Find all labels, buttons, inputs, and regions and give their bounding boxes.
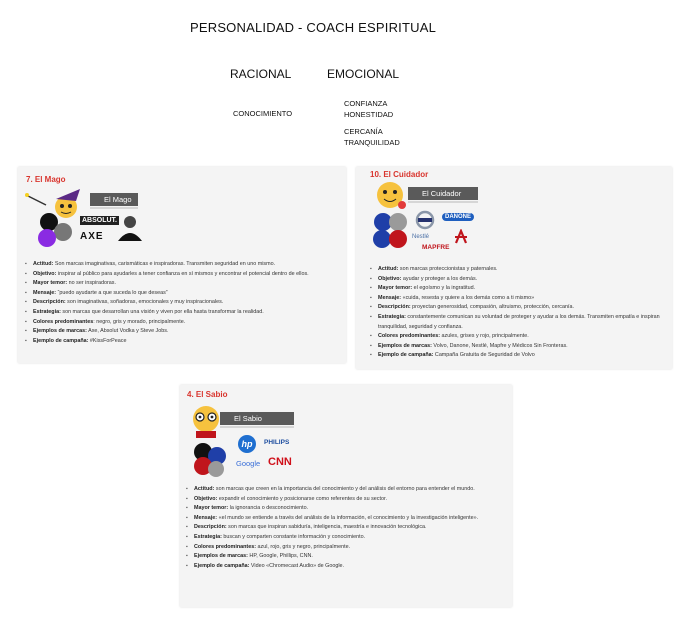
attribute-item [186, 523, 504, 533]
attribute-key: Descripción: [378, 304, 411, 311]
attribute-value: son marcas proteccionistas y paternales. [398, 266, 498, 272]
attribute-key: Ejemplos de marcas: [194, 553, 248, 560]
attribute-item [370, 265, 666, 275]
attribute-key: Mayor temor: [378, 285, 413, 292]
attribute-value: HP, Google, Phillips, CNN. [247, 553, 313, 560]
attribute-key: Estrategia: [378, 313, 406, 320]
attribute-item [25, 327, 337, 337]
attribute-item [25, 337, 337, 347]
attribute-item [370, 332, 666, 342]
attribute-item [25, 279, 337, 289]
emocional-item: TRANQUILIDAD [344, 138, 400, 147]
steve-jobs-photo-icon [116, 213, 144, 241]
racional-heading: RACIONAL [230, 67, 292, 81]
attribute-key: Descripción: [194, 524, 227, 531]
attribute-item [370, 284, 666, 294]
attribute-key: Ejemplo de campaña: [194, 562, 250, 569]
attribute-key: Mensaje: [194, 514, 218, 521]
attribute-value: proyectan generosidad, compasión, altruismo, protección, cercanía. [410, 304, 574, 311]
color-swatch [389, 213, 407, 231]
philips-logo: PHILIPS [264, 439, 290, 446]
attribute-value: son imaginativas, soñadoras, emocionales y muy inspiracionales. [65, 299, 224, 306]
attribute-key: Objetivo: [194, 495, 218, 502]
wizard-emoji-icon [24, 189, 96, 219]
attribute-item [25, 298, 337, 308]
attribute-key: Objetivo: [378, 275, 402, 282]
page-title: PERSONALIDAD - COACH ESPIRITUAL [189, 20, 437, 35]
attribute-item [25, 270, 337, 280]
caring-emoji-icon [374, 179, 410, 211]
attribute-item [186, 543, 504, 553]
attribute-value: Volvo, Danone, Nestlé, Mapfre y Médicos Sin Fronteras. [431, 342, 568, 349]
archetype-tag: El Cuidador [408, 187, 478, 200]
volvo-logo-icon [414, 209, 436, 231]
attribute-value: Campaña Gratuita de Seguridad de Volvo [433, 352, 535, 359]
card-title: 7. El Mago [26, 175, 66, 184]
attribute-value: Axe, Absolut Vodka y Steve Jobs. [86, 328, 169, 335]
attribute-item [25, 308, 337, 318]
attribute-item [186, 514, 504, 524]
absolut-logo: ABSOLUT. [82, 217, 117, 224]
attribute-key: Ejemplos de marcas: [378, 342, 432, 349]
attribute-value: el egoísmo y la ingratitud. [412, 285, 476, 292]
color-swatch [389, 230, 407, 248]
archetype-tag: El Sabio [220, 412, 294, 425]
card-el-sabio [180, 385, 512, 607]
attribute-item [186, 495, 504, 505]
attribute-value: «el mundo se entiende a través del análisis de la información, el conocimiento y la investigación inteligente». [217, 514, 479, 521]
attribute-value: azul, rojo, gris y negro, principalmente. [256, 543, 351, 550]
attribute-item [370, 342, 666, 352]
card-title: 4. El Sabio [187, 390, 228, 399]
emocional-item: CERCANÍA [344, 127, 383, 136]
attribute-value: “puedo ayudarte a que suceda lo que deseas” [56, 289, 168, 296]
attribute-key: Actitud: [194, 486, 215, 492]
attribute-key: Ejemplos de marcas: [33, 328, 87, 335]
attribute-value: ayudar y proteger a los demás. [401, 275, 478, 282]
attribute-value: son marcas que desarrollan una visión y viven por ella hasta transformar la realidad. [60, 308, 264, 315]
danone-logo: DANONE [442, 213, 474, 221]
attribute-key: Colores predominantes [33, 318, 94, 325]
attribute-key: Mayor temor: [33, 280, 68, 287]
attribute-item [370, 303, 666, 313]
mago-attribute-list [25, 260, 337, 346]
attribute-value: Video «Chromecast Audio» de Google. [249, 562, 345, 569]
emocional-heading: EMOCIONAL [327, 67, 400, 81]
attribute-key: Descripción: [33, 299, 66, 306]
attribute-key: Mensaje: [33, 289, 57, 296]
attribute-key: Estrategia: [194, 533, 222, 540]
color-swatch [38, 229, 56, 247]
attribute-item [370, 294, 666, 304]
attribute-item [25, 260, 337, 270]
attribute-value: buscan y comparten constante información y conocimiento. [221, 533, 366, 540]
card-el-mago [18, 167, 346, 363]
attribute-key: Objetivo: [33, 270, 57, 277]
attribute-key: Colores predominantes: [378, 333, 441, 340]
card-el-cuidador [356, 167, 672, 369]
attribute-value: #KissForPeace [88, 337, 127, 344]
attribute-key: Ejemplo de campaña: [378, 352, 434, 359]
attribute-key: Colores predominantes: [194, 543, 257, 550]
attribute-item [186, 504, 504, 514]
sabio-attribute-list [186, 485, 504, 571]
nestle-logo: Nestlé [412, 234, 430, 240]
attribute-item [25, 318, 337, 328]
attribute-value: azules, grises y rojo, principalmente. [440, 333, 529, 340]
axe-logo: AXE [80, 231, 104, 242]
attribute-item [186, 552, 504, 562]
attribute-value: Son marcas imaginativas, carismáticas e inspiradoras. Transmiten seguridad en uno mismo. [53, 261, 276, 267]
attribute-item [370, 275, 666, 285]
racional-item: CONOCIMIENTO [233, 109, 293, 118]
mapfre-logo: MAPFRE [422, 244, 450, 251]
attribute-value: expandir el conocimiento y posicionarse como referentes de su sector. [217, 495, 387, 502]
emocional-item: CONFIANZA [344, 99, 388, 108]
emocional-item: HONESTIDAD [344, 110, 394, 119]
attribute-key: Ejemplo de campaña: [33, 337, 89, 344]
msf-logo-icon [452, 229, 470, 245]
attribute-item [25, 289, 337, 299]
card-title: 10. El Cuidador [370, 170, 429, 179]
attribute-value: son marcas que inspiran sabiduría, inteligencia, maestría e innovación tecnológica. [226, 524, 427, 531]
color-swatch [208, 461, 224, 477]
attribute-key: Estrategia: [33, 308, 61, 315]
attribute-item [186, 533, 504, 543]
hp-logo: hp [238, 435, 256, 453]
attribute-value: son marcas que creen en la importancia del conocimiento y del análisis del entorno para entender el mundo. [214, 486, 475, 492]
color-swatch [54, 223, 72, 241]
attribute-item [370, 313, 666, 332]
attribute-value: «cuida, resesta y quiere a los demás como a ti mismo» [401, 294, 535, 301]
attribute-value: inspirar al público para ayudarles a tener confianza en sí mismos y encontrar el potencial dentro de ellos. [56, 270, 309, 277]
cuidador-attribute-list [370, 265, 666, 361]
attribute-value: no ser inspiradoras. [67, 280, 116, 287]
attribute-value: constantemente comunican su voluntad de proteger y ayudar a los demás. Transmiten empatía e inspiran tranquilidad, seguridad y confianza. [378, 313, 660, 330]
attribute-value: : negro, gris y morado, principalmente. [93, 318, 186, 325]
attribute-item [186, 562, 504, 572]
archetype-tag: El Mago [90, 193, 138, 206]
google-logo: Google [236, 459, 261, 468]
attribute-value: la ignorancia o desconocimiento. [228, 505, 309, 512]
attribute-item [186, 485, 504, 495]
attribute-key: Mayor temor: [194, 505, 229, 512]
attribute-item [370, 351, 666, 361]
attribute-key: Actitud: [378, 266, 399, 272]
attribute-key: Mensaje: [378, 294, 402, 301]
attribute-key: Actitud: [33, 261, 54, 267]
cnn-logo: CNN [268, 456, 292, 468]
